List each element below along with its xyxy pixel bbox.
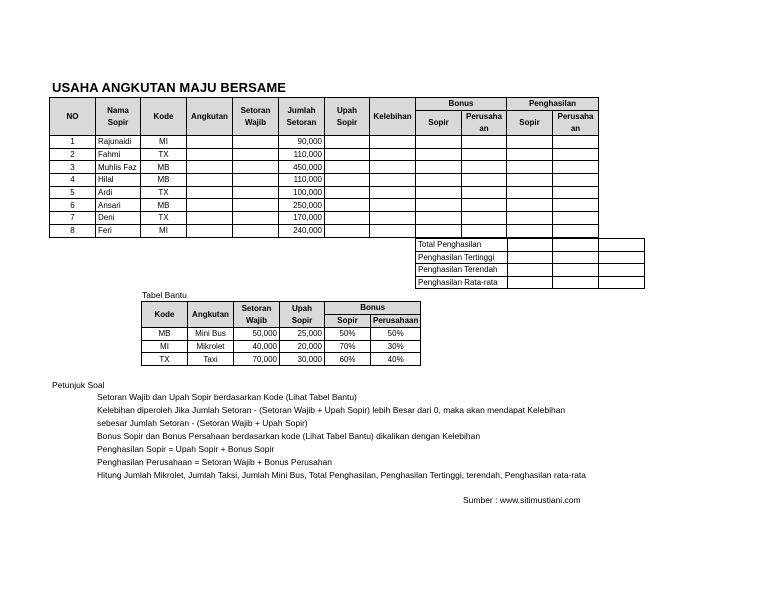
cell-no[interactable]: 3 (50, 161, 96, 174)
cell-setoran-wajib[interactable] (233, 212, 279, 225)
cell-angkutan[interactable] (187, 148, 233, 161)
cell-jumlah-setoran[interactable]: 450,000 (279, 161, 325, 174)
cell-angkutan[interactable] (187, 136, 233, 149)
cell-kelebihan[interactable] (370, 186, 416, 199)
bantu-cell-angkutan[interactable]: Mikrolet (188, 340, 234, 353)
cell-bonus-sopir[interactable] (416, 148, 462, 161)
cell-penghasilan-sopir[interactable] (507, 161, 553, 174)
cell-no[interactable]: 7 (50, 212, 96, 225)
bantu-cell-angkutan[interactable]: Taxi (188, 353, 234, 366)
header-penghasilan-perusahaan: Perusaha an (553, 111, 599, 136)
petunjuk-line: Bonus Sopir dan Bonus Persahaan berdasarkan kode (Lihat Tabel Bantu) dikalikan dengan Kelebihan (97, 431, 481, 441)
cell-bonus-perusahaan[interactable] (462, 186, 507, 199)
header-upah-sopir: Upah Sopir (325, 98, 370, 136)
cell-setoran-wajib[interactable] (233, 186, 279, 199)
cell-upah-sopir[interactable] (325, 224, 370, 237)
tabel-bantu-title: Tabel Bantu (142, 290, 187, 300)
petunjuk-line: Kelebihan diperoleh Jika Jumlah Setoran - (Setoran Wajib + Upah Sopir) lebih Besar dari 0, maka akan mendapat Kelebihan (97, 405, 566, 415)
table-cell[interactable] (599, 239, 645, 252)
cell-penghasilan-perusahaan[interactable] (553, 212, 599, 225)
cell-upah-sopir[interactable] (325, 212, 370, 225)
cell-bonus-sopir[interactable] (416, 136, 462, 149)
bantu-header-upah: Upah Sopir (280, 302, 325, 328)
table-row (50, 212, 599, 225)
bantu-header-kode: Kode (142, 302, 188, 328)
cell-kelebihan[interactable] (370, 199, 416, 212)
cell-kelebihan[interactable] (370, 224, 416, 237)
cell-no[interactable]: 4 (50, 174, 96, 187)
cell-kode[interactable]: MB (141, 174, 187, 187)
cell-nama-sopir[interactable]: Ardi (96, 186, 141, 199)
header-setoran-wajib: Setoran Wajib (233, 98, 279, 136)
cell-bonus-sopir[interactable] (416, 186, 462, 199)
bantu-cell-upah[interactable]: 25,000 (280, 328, 325, 341)
cell-bonus-perusahaan[interactable] (462, 148, 507, 161)
cell-bonus-perusahaan[interactable] (462, 174, 507, 187)
cell-no[interactable]: 6 (50, 199, 96, 212)
bantu-cell-perusahaan[interactable]: 40% (371, 353, 421, 366)
header-penghasilan: Penghasilan (507, 98, 599, 111)
bantu-cell-setoran[interactable]: 50,000 (234, 328, 280, 341)
bantu-header-sopir: Sopir (325, 315, 371, 328)
cell-kode[interactable]: TX (141, 186, 187, 199)
cell-angkutan[interactable] (187, 174, 233, 187)
cell-nama-sopir[interactable]: Deni (96, 212, 141, 225)
table-row (142, 328, 421, 341)
cell-bonus-perusahaan[interactable] (462, 212, 507, 225)
table-row (142, 340, 421, 353)
table-row (50, 224, 599, 237)
cell-penghasilan-sopir[interactable] (507, 224, 553, 237)
cell-penghasilan-sopir[interactable] (507, 199, 553, 212)
cell-bonus-sopir[interactable] (416, 174, 462, 187)
cell-penghasilan-sopir[interactable] (507, 186, 553, 199)
bantu-header-bonus: Bonus (325, 302, 421, 315)
petunjuk-line: Setoran Wajib dan Upah Sopir berdasarkan Kode (Lihat Tabel Bantu) (97, 392, 357, 402)
table-row (50, 148, 599, 161)
header-bonus-perusahaan: Perusaha an (462, 111, 507, 136)
table-cell[interactable] (553, 239, 599, 252)
cell-upah-sopir[interactable] (325, 174, 370, 187)
bantu-header-setoran: Setoran Wajib (234, 302, 280, 328)
cell-angkutan[interactable] (187, 212, 233, 225)
header-bonus-sopir: Sopir (416, 111, 462, 136)
cell-bonus-sopir[interactable] (416, 199, 462, 212)
cell-jumlah-setoran[interactable]: 100,000 (279, 186, 325, 199)
cell-nama-sopir[interactable]: Feri (96, 224, 141, 237)
bantu-cell-sopir[interactable]: 70% (325, 340, 371, 353)
cell-kelebihan[interactable] (370, 148, 416, 161)
bantu-cell-kode[interactable]: MB (142, 328, 188, 341)
cell-kode[interactable]: MI (141, 224, 187, 237)
cell-kelebihan[interactable] (370, 174, 416, 187)
bantu-cell-upah[interactable]: 30,000 (280, 353, 325, 366)
cell-nama-sopir[interactable]: Fahmi (96, 148, 141, 161)
cell-penghasilan-sopir[interactable] (507, 136, 553, 149)
cell-upah-sopir[interactable] (325, 148, 370, 161)
table-cell[interactable] (508, 276, 553, 289)
main-header-row (50, 98, 599, 111)
cell-setoran-wajib[interactable] (233, 199, 279, 212)
source-credit: Sumber : www.sitimustiani.com (463, 495, 581, 505)
header-bonus: Bonus (416, 98, 507, 111)
page-title: USAHA ANGKUTAN MAJU BERSAME (52, 80, 287, 95)
cell-bonus-sopir[interactable] (416, 161, 462, 174)
bantu-cell-setoran[interactable]: 40,000 (234, 340, 280, 353)
summary-total-label: Total Penghasilan (416, 239, 508, 252)
cell-upah-sopir[interactable] (325, 199, 370, 212)
cell-kode[interactable]: TX (141, 212, 187, 225)
header-penghasilan-sopir: Sopir (507, 111, 553, 136)
petunjuk-line: sebesar Jumlah Setoran - (Setoran Wajib + Upah Sopir) (97, 418, 308, 428)
tabel-bantu (141, 301, 421, 366)
cell-bonus-perusahaan[interactable] (462, 136, 507, 149)
cell-penghasilan-perusahaan[interactable] (553, 148, 599, 161)
cell-jumlah-setoran[interactable]: 110,000 (279, 174, 325, 187)
cell-bonus-perusahaan[interactable] (462, 224, 507, 237)
bantu-cell-perusahaan[interactable]: 50% (371, 328, 421, 341)
cell-angkutan[interactable] (187, 224, 233, 237)
table-cell[interactable] (508, 264, 553, 277)
cell-bonus-sopir[interactable] (416, 224, 462, 237)
cell-upah-sopir[interactable] (325, 161, 370, 174)
cell-nama-sopir[interactable]: Ansari (96, 199, 141, 212)
table-row (50, 174, 599, 187)
petunjuk-line: Penghasilan Sopir = Upah Sopir + Bonus Sopir (97, 444, 275, 454)
cell-penghasilan-perusahaan[interactable] (553, 224, 599, 237)
cell-penghasilan-perusahaan[interactable] (553, 136, 599, 149)
cell-jumlah-setoran[interactable]: 170,000 (279, 212, 325, 225)
cell-penghasilan-sopir[interactable] (507, 174, 553, 187)
petunjuk-line: Hitung Jumlah Mikrolet, Jumlah Taksi, Jumlah Mini Bus, Total Penghasilan, Penghasilan Tertinggi, terendah, Penghasilan rata-rata (97, 470, 587, 480)
bantu-cell-upah[interactable]: 20,000 (280, 340, 325, 353)
cell-angkutan[interactable] (187, 161, 233, 174)
cell-setoran-wajib[interactable] (233, 136, 279, 149)
header-kelebihan: Kelebihan (370, 98, 416, 136)
summary-terendah-label: Penghasilan Terendah (416, 264, 508, 277)
table-row (50, 136, 599, 149)
header-angkutan: Angkutan (187, 98, 233, 136)
cell-jumlah-setoran[interactable]: 90,000 (279, 136, 325, 149)
cell-penghasilan-sopir[interactable] (507, 212, 553, 225)
bantu-header-angkutan: Angkutan (188, 302, 234, 328)
cell-setoran-wajib[interactable] (233, 161, 279, 174)
cell-kode[interactable]: MI (141, 136, 187, 149)
cell-jumlah-setoran[interactable]: 250,000 (279, 199, 325, 212)
bantu-cell-angkutan[interactable]: Mini Bus (188, 328, 234, 341)
cell-bonus-sopir[interactable] (416, 212, 462, 225)
bantu-cell-sopir[interactable]: 60% (325, 353, 371, 366)
cell-penghasilan-perusahaan[interactable] (553, 161, 599, 174)
summary-table (415, 238, 645, 289)
table-row (50, 161, 599, 174)
table-cell[interactable] (553, 264, 599, 277)
summary-tertinggi-label: Penghasilan Tertinggi (416, 251, 508, 264)
header-jumlah-setoran: Jumlah Setoran (279, 98, 325, 136)
summary-row (416, 251, 645, 264)
cell-upah-sopir[interactable] (325, 186, 370, 199)
petunjuk-heading: Petunjuk Soal (52, 380, 105, 390)
cell-kelebihan[interactable] (370, 136, 416, 149)
bantu-cell-kode[interactable]: MI (142, 340, 188, 353)
cell-penghasilan-perusahaan[interactable] (553, 186, 599, 199)
cell-bonus-perusahaan[interactable] (462, 199, 507, 212)
cell-bonus-perusahaan[interactable] (462, 161, 507, 174)
summary-rata-label: Penghasilan Rata-rata (416, 276, 508, 289)
cell-kode[interactable]: MB (141, 199, 187, 212)
cell-penghasilan-perusahaan[interactable] (553, 199, 599, 212)
bantu-cell-sopir[interactable]: 50% (325, 328, 371, 341)
cell-nama-sopir[interactable]: Muhlis Faz (96, 161, 141, 174)
cell-no[interactable]: 5 (50, 186, 96, 199)
bantu-cell-kode[interactable]: TX (142, 353, 188, 366)
cell-nama-sopir[interactable]: Hilal (96, 174, 141, 187)
petunjuk-line: Penghasilan Perusahaan = Setoran Wajib + Bonus Perusahan (97, 457, 333, 467)
cell-nama-sopir[interactable]: Rajunaidi (96, 136, 141, 149)
cell-no[interactable]: 1 (50, 136, 96, 149)
bantu-cell-setoran[interactable]: 70,000 (234, 353, 280, 366)
cell-setoran-wajib[interactable] (233, 224, 279, 237)
summary-row (416, 239, 645, 252)
summary-row (416, 276, 645, 289)
header-kode: Kode (141, 98, 187, 136)
table-cell[interactable] (599, 264, 645, 277)
header-nama-sopir: Nama Sopir (96, 98, 141, 136)
table-cell[interactable] (553, 251, 599, 264)
cell-penghasilan-perusahaan[interactable] (553, 174, 599, 187)
table-cell[interactable] (599, 251, 645, 264)
cell-kelebihan[interactable] (370, 161, 416, 174)
cell-no[interactable]: 2 (50, 148, 96, 161)
table-row (50, 186, 599, 199)
main-table (49, 97, 599, 238)
cell-setoran-wajib[interactable] (233, 148, 279, 161)
cell-angkutan[interactable] (187, 199, 233, 212)
cell-jumlah-setoran[interactable]: 110,000 (279, 148, 325, 161)
bantu-header-perusahaan: Perusahaan (371, 315, 421, 328)
cell-kode[interactable]: TX (141, 148, 187, 161)
cell-kode[interactable]: MB (141, 161, 187, 174)
summary-row (416, 264, 645, 277)
cell-upah-sopir[interactable] (325, 136, 370, 149)
cell-penghasilan-sopir[interactable] (507, 148, 553, 161)
table-cell[interactable] (508, 239, 553, 252)
table-row (142, 353, 421, 366)
bantu-cell-perusahaan[interactable]: 30% (371, 340, 421, 353)
bantu-header-row (142, 302, 421, 315)
bantu-table-body (142, 328, 421, 366)
table-row (50, 199, 599, 212)
cell-angkutan[interactable] (187, 186, 233, 199)
cell-kelebihan[interactable] (370, 212, 416, 225)
table-cell[interactable] (553, 276, 599, 289)
main-table-body (50, 136, 599, 238)
cell-no[interactable]: 8 (50, 224, 96, 237)
table-cell[interactable] (508, 251, 553, 264)
table-cell[interactable] (599, 276, 645, 289)
cell-setoran-wajib[interactable] (233, 174, 279, 187)
header-no: NO (50, 98, 96, 136)
cell-jumlah-setoran[interactable]: 240,000 (279, 224, 325, 237)
